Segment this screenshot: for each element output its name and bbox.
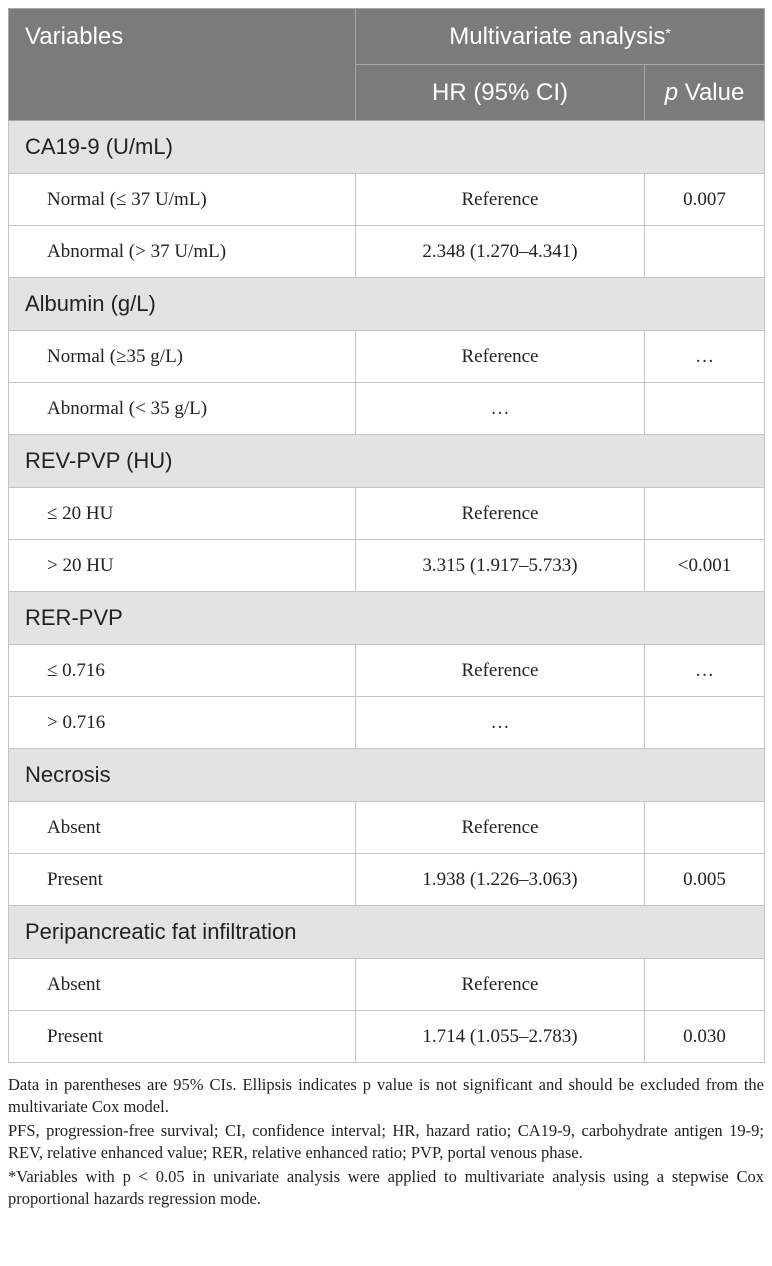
table-header: [9, 9, 765, 121]
table-row: Present 1.714 (1.055–2.783) 0.030: [9, 1011, 765, 1063]
header-p-value: p Value: [645, 65, 765, 121]
group-row-necrosis: Necrosis: [9, 749, 765, 802]
footnote-ellipsis: Data in parentheses are 95% CIs. Ellipsis indicates p value is not significant and should be excluded from the multivariate Cox model.: [8, 1075, 764, 1116]
footnote-abbreviations: PFS, progression-free survival; CI, confidence interval; HR, hazard ratio; CA19-9, carbohydrate antigen 19-9; REV, relative enhanced value; RER, relative enhanced ratio; PVP, portal venous phase.: [8, 1121, 764, 1162]
results-table: [8, 8, 765, 1063]
table-row: > 0.716 …: [9, 697, 765, 749]
table-footnotes: [8, 1074, 764, 1212]
table-row: Normal (≥35 g/L) Reference …: [9, 331, 765, 383]
header-multivariate: Multivariate analysis*: [356, 9, 765, 65]
group-row-albumin: Albumin (g/L): [9, 278, 765, 331]
group-row-rev-pvp: REV-PVP (HU): [9, 435, 765, 488]
table-row: Normal (≤ 37 U/mL) Reference 0.007: [9, 174, 765, 226]
group-row-ca199: CA19-9 (U/mL): [9, 121, 765, 174]
header-hr: HR (95% CI): [356, 65, 645, 121]
group-row-fat-infiltration: Peripancreatic fat infiltration: [9, 906, 765, 959]
table-row: ≤ 0.716 Reference …: [9, 645, 765, 697]
multivariate-footnote-mark: *: [665, 24, 671, 41]
group-row-rer-pvp: RER-PVP: [9, 592, 765, 645]
header-variables: Variables: [9, 9, 356, 121]
table-row: Absent Reference: [9, 959, 765, 1011]
table-row: Abnormal (> 37 U/mL) 2.348 (1.270–4.341): [9, 226, 765, 278]
table-row: Present 1.938 (1.226–3.063) 0.005: [9, 854, 765, 906]
table-row: Abnormal (< 35 g/L) …: [9, 383, 765, 435]
table-row: > 20 HU 3.315 (1.917–5.733) <0.001: [9, 540, 765, 592]
table-row: ≤ 20 HU Reference: [9, 488, 765, 540]
footnote-asterisk: *Variables with p < 0.05 in univariate analysis were applied to multivariate analysis using a stepwise Cox proportional hazards regression mode.: [8, 1167, 764, 1208]
table-row: Absent Reference: [9, 802, 765, 854]
